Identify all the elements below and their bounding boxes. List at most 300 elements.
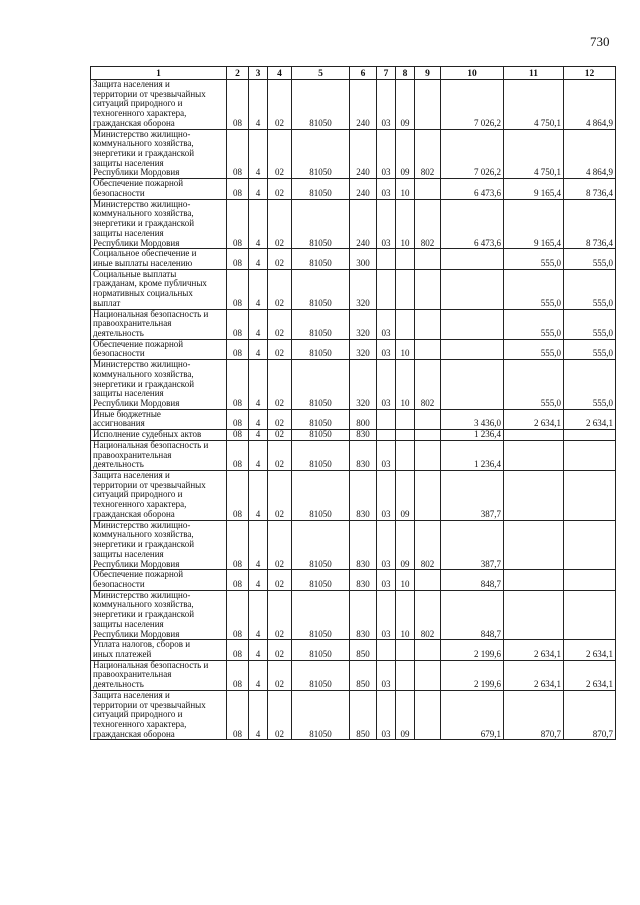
cell-col-4: 02: [268, 249, 292, 269]
row-name-line: Уплата налогов, сборов и: [93, 639, 191, 650]
cell-col-8: [396, 430, 415, 441]
cell-col-8: [396, 640, 415, 660]
header-cell: 6: [350, 67, 377, 80]
cell-col-11: 9 165,4: [504, 179, 564, 199]
row-name-cell: [91, 690, 227, 740]
cell-col-8: [396, 440, 415, 470]
cell-col-10: 2 199,6: [441, 660, 504, 690]
cell-col-6: 320: [350, 339, 377, 359]
row-name-line: Иные бюджетные: [93, 409, 161, 419]
row-name-line: Обеспечение пожарной: [93, 569, 184, 580]
cell-col-7: 03: [377, 690, 396, 740]
header-cell: 3: [249, 67, 268, 80]
cell-col-4: 02: [268, 440, 292, 470]
cell-col-8: [396, 660, 415, 690]
row-name-line: Национальная безопасность и: [93, 309, 209, 319]
cell-col-12: 8 736,4: [564, 179, 616, 199]
header-cell: 4: [268, 67, 292, 80]
cell-col-4: 02: [268, 640, 292, 660]
cell-col-2: 08: [227, 440, 249, 470]
cell-col-10: [441, 309, 504, 339]
cell-col-11: 870,7: [504, 690, 564, 740]
row-name-line: гражданская оборона: [93, 117, 175, 128]
cell-col-6: 850: [350, 660, 377, 690]
row-name-line: коммунального хозяйства,: [93, 138, 194, 149]
table-row: [91, 179, 616, 199]
cell-col-5: 81050: [292, 249, 350, 269]
row-name-cell: [91, 570, 227, 590]
cell-col-10: 7 026,2: [441, 80, 504, 130]
cell-col-5: 81050: [292, 590, 350, 640]
table-row: [91, 690, 616, 740]
cell-col-4: 02: [268, 590, 292, 640]
cell-col-3: 4: [249, 179, 268, 199]
row-name-cell: [91, 640, 227, 660]
row-name-line: энергетики и гражданской: [93, 609, 195, 620]
cell-col-11: 4 750,1: [504, 129, 564, 179]
cell-col-9: [415, 309, 441, 339]
row-name-line: защиты населения: [93, 618, 164, 629]
table-row: [91, 660, 616, 690]
cell-col-7: 03: [377, 520, 396, 570]
cell-col-4: 02: [268, 471, 292, 521]
cell-col-9: [415, 570, 441, 590]
cell-col-6: 800: [350, 409, 377, 429]
cell-col-12: 2 634,1: [564, 660, 616, 690]
cell-col-12: 555,0: [564, 309, 616, 339]
cell-col-10: 2 199,6: [441, 640, 504, 660]
cell-col-6: 320: [350, 309, 377, 339]
cell-col-9: 802: [415, 129, 441, 179]
table-row: [91, 471, 616, 521]
row-name-line: безопасности: [93, 578, 145, 589]
row-name-line: коммунального хозяйства,: [93, 529, 194, 540]
cell-col-10: 848,7: [441, 590, 504, 640]
cell-col-11: 555,0: [504, 269, 564, 309]
cell-col-5: 81050: [292, 440, 350, 470]
cell-col-4: 02: [268, 570, 292, 590]
cell-col-10: [441, 249, 504, 269]
cell-col-10: 3 436,0: [441, 409, 504, 429]
row-name-line: энергетики и гражданской: [93, 539, 195, 550]
cell-col-9: [415, 409, 441, 429]
cell-col-3: 4: [249, 199, 268, 249]
cell-col-4: 02: [268, 409, 292, 429]
cell-col-7: [377, 409, 396, 429]
row-name-line: защиты населения: [93, 548, 164, 559]
table-row: [91, 269, 616, 309]
cell-col-10: 387,7: [441, 520, 504, 570]
cell-col-3: 4: [249, 269, 268, 309]
row-name-line: ситуаций природного и: [93, 709, 183, 720]
cell-col-7: 03: [377, 471, 396, 521]
cell-col-10: 387,7: [441, 471, 504, 521]
header-cell: 12: [564, 67, 616, 80]
row-name-line: Социальное обеспечение и: [93, 248, 197, 259]
row-name-line: гражданам, кроме публичных: [93, 278, 207, 289]
cell-col-6: 240: [350, 129, 377, 179]
cell-col-11: [504, 440, 564, 470]
cell-col-12: 4 864,9: [564, 80, 616, 130]
row-name-line: Республики Мордовия: [93, 558, 180, 569]
cell-col-8: [396, 309, 415, 339]
cell-col-2: 08: [227, 309, 249, 339]
cell-col-4: 02: [268, 269, 292, 309]
cell-col-3: 4: [249, 471, 268, 521]
cell-col-2: 08: [227, 249, 249, 269]
cell-col-4: 02: [268, 360, 292, 410]
cell-col-8: 10: [396, 590, 415, 640]
cell-col-4: 02: [268, 430, 292, 441]
row-name-line: территории от чрезвычайных: [93, 699, 206, 710]
row-name-cell: [91, 409, 227, 429]
header-cell: 10: [441, 67, 504, 80]
cell-col-6: 240: [350, 199, 377, 249]
row-name-line: деятельность: [93, 679, 144, 690]
cell-col-3: 4: [249, 249, 268, 269]
row-name-cell: [91, 660, 227, 690]
cell-col-5: 81050: [292, 360, 350, 410]
cell-col-3: 4: [249, 660, 268, 690]
row-name-line: гражданская оборона: [93, 728, 175, 739]
cell-col-7: [377, 430, 396, 441]
row-name-cell: [91, 249, 227, 269]
cell-col-11: 555,0: [504, 360, 564, 410]
cell-col-4: 02: [268, 339, 292, 359]
cell-col-5: 81050: [292, 409, 350, 429]
table-row: [91, 409, 616, 429]
header-cell: 9: [415, 67, 441, 80]
cell-col-11: 2 634,1: [504, 660, 564, 690]
cell-col-7: 03: [377, 199, 396, 249]
row-name-line: Защита населения и: [93, 470, 170, 481]
cell-col-12: [564, 430, 616, 441]
cell-col-10: 1 236,4: [441, 430, 504, 441]
row-name-cell: [91, 179, 227, 199]
cell-col-10: 1 236,4: [441, 440, 504, 470]
cell-col-2: 08: [227, 430, 249, 441]
header-cell: 7: [377, 67, 396, 80]
row-name-line: правоохранительная: [93, 449, 172, 460]
row-name-line: Республики Мордовия: [93, 628, 180, 639]
row-name-cell: [91, 520, 227, 570]
cell-col-8: 10: [396, 360, 415, 410]
row-name-line: коммунального хозяйства,: [93, 368, 194, 379]
cell-col-3: 4: [249, 520, 268, 570]
cell-col-8: 10: [396, 339, 415, 359]
cell-col-10: 848,7: [441, 570, 504, 590]
row-name-line: энергетики и гражданской: [93, 378, 195, 389]
cell-col-8: [396, 269, 415, 309]
row-name-cell: [91, 80, 227, 130]
cell-col-8: 09: [396, 471, 415, 521]
row-name-line: ситуаций природного и: [93, 98, 183, 109]
cell-col-9: 802: [415, 360, 441, 410]
cell-col-3: 4: [249, 590, 268, 640]
row-name-line: территории от чрезвычайных: [93, 88, 206, 99]
table-row: [91, 129, 616, 179]
cell-col-5: 81050: [292, 80, 350, 130]
row-name-line: энергетики и гражданской: [93, 148, 195, 159]
cell-col-11: 555,0: [504, 309, 564, 339]
cell-col-9: [415, 80, 441, 130]
cell-col-6: 830: [350, 440, 377, 470]
table-row: [91, 199, 616, 249]
row-name-line: ассигнования: [93, 418, 145, 429]
row-name-line: Республики Мордовия: [93, 398, 180, 408]
row-name-line: защиты населения: [93, 227, 164, 238]
cell-col-5: 81050: [292, 660, 350, 690]
table-row: [91, 570, 616, 590]
table-row: [91, 360, 616, 410]
table-row: [91, 80, 616, 130]
cell-col-12: [564, 440, 616, 470]
row-name-line: безопасности: [93, 187, 145, 198]
cell-col-12: 870,7: [564, 690, 616, 740]
cell-col-7: 03: [377, 660, 396, 690]
cell-col-5: 81050: [292, 640, 350, 660]
row-name-line: Защита населения и: [93, 690, 170, 700]
row-name-line: коммунального хозяйства,: [93, 208, 194, 219]
cell-col-12: 2 634,1: [564, 640, 616, 660]
row-name-cell: [91, 430, 227, 441]
cell-col-3: 4: [249, 339, 268, 359]
cell-col-7: 03: [377, 179, 396, 199]
cell-col-12: 8 736,4: [564, 199, 616, 249]
cell-col-5: 81050: [292, 520, 350, 570]
cell-col-12: [564, 590, 616, 640]
cell-col-4: 02: [268, 179, 292, 199]
row-name-line: защиты населения: [93, 157, 164, 168]
cell-col-8: 09: [396, 690, 415, 740]
cell-col-12: 555,0: [564, 269, 616, 309]
cell-col-6: 830: [350, 590, 377, 640]
row-name-cell: [91, 129, 227, 179]
row-name-cell: [91, 360, 227, 410]
cell-col-10: 7 026,2: [441, 129, 504, 179]
cell-col-12: [564, 520, 616, 570]
cell-col-9: [415, 179, 441, 199]
cell-col-4: 02: [268, 520, 292, 570]
cell-col-10: 679,1: [441, 690, 504, 740]
cell-col-2: 08: [227, 520, 249, 570]
cell-col-4: 02: [268, 199, 292, 249]
cell-col-11: 555,0: [504, 339, 564, 359]
cell-col-6: 850: [350, 640, 377, 660]
cell-col-2: 08: [227, 339, 249, 359]
cell-col-7: [377, 640, 396, 660]
cell-col-5: 81050: [292, 129, 350, 179]
cell-col-6: 830: [350, 430, 377, 441]
header-cell: 11: [504, 67, 564, 80]
cell-col-5: 81050: [292, 199, 350, 249]
cell-col-11: 555,0: [504, 249, 564, 269]
table-row: [91, 440, 616, 470]
row-name-line: Республики Мордовия: [93, 237, 180, 248]
cell-col-2: 08: [227, 129, 249, 179]
row-name-cell: [91, 471, 227, 521]
cell-col-9: [415, 471, 441, 521]
cell-col-2: 08: [227, 690, 249, 740]
row-name-line: Обеспечение пожарной: [93, 178, 184, 189]
row-name-line: Министерство жилищно-: [93, 520, 191, 530]
cell-col-6: 320: [350, 360, 377, 410]
cell-col-11: 2 634,1: [504, 409, 564, 429]
row-name-line: техногенного характера,: [93, 108, 187, 119]
table-row: [91, 249, 616, 269]
table-row: [91, 309, 616, 339]
cell-col-6: 850: [350, 690, 377, 740]
cell-col-11: 2 634,1: [504, 640, 564, 660]
cell-col-2: 08: [227, 640, 249, 660]
row-name-line: гражданская оборона: [93, 508, 175, 519]
cell-col-5: 81050: [292, 570, 350, 590]
cell-col-3: 4: [249, 640, 268, 660]
cell-col-11: [504, 430, 564, 441]
cell-col-9: [415, 339, 441, 359]
header-row: [91, 67, 616, 80]
cell-col-9: [415, 249, 441, 269]
cell-col-7: 03: [377, 570, 396, 590]
cell-col-4: 02: [268, 660, 292, 690]
cell-col-9: [415, 690, 441, 740]
cell-col-4: 02: [268, 129, 292, 179]
cell-col-7: 03: [377, 80, 396, 130]
table-body: [91, 80, 616, 740]
cell-col-5: 81050: [292, 430, 350, 441]
row-name-line: деятельность: [93, 327, 144, 338]
cell-col-5: 81050: [292, 690, 350, 740]
cell-col-2: 08: [227, 409, 249, 429]
cell-col-5: 81050: [292, 269, 350, 309]
cell-col-11: [504, 570, 564, 590]
cell-col-5: 81050: [292, 471, 350, 521]
cell-col-2: 08: [227, 179, 249, 199]
cell-col-12: 555,0: [564, 360, 616, 410]
cell-col-8: 10: [396, 199, 415, 249]
header-cell: 1: [91, 67, 227, 80]
cell-col-11: [504, 520, 564, 570]
row-name-line: энергетики и гражданской: [93, 218, 195, 229]
cell-col-8: 09: [396, 80, 415, 130]
row-name-line: Министерство жилищно-: [93, 590, 191, 600]
cell-col-6: 830: [350, 520, 377, 570]
header-cell: 5: [292, 67, 350, 80]
header-cell: 2: [227, 67, 249, 80]
cell-col-10: 6 473,6: [441, 199, 504, 249]
cell-col-3: 4: [249, 430, 268, 441]
cell-col-12: [564, 471, 616, 521]
cell-col-3: 4: [249, 409, 268, 429]
cell-col-7: [377, 269, 396, 309]
row-name-line: техногенного характера,: [93, 719, 187, 729]
table-row: [91, 339, 616, 359]
cell-col-10: 6 473,6: [441, 179, 504, 199]
row-name-cell: [91, 440, 227, 470]
cell-col-2: 08: [227, 360, 249, 410]
cell-col-9: 802: [415, 199, 441, 249]
cell-col-3: 4: [249, 570, 268, 590]
header-cell: 8: [396, 67, 415, 80]
cell-col-10: [441, 360, 504, 410]
cell-col-8: 10: [396, 179, 415, 199]
table-row: [91, 590, 616, 640]
cell-col-11: [504, 471, 564, 521]
cell-col-6: 300: [350, 249, 377, 269]
cell-col-7: 03: [377, 590, 396, 640]
cell-col-9: [415, 269, 441, 309]
cell-col-8: 09: [396, 520, 415, 570]
row-name-line: коммунального хозяйства,: [93, 599, 194, 610]
cell-col-3: 4: [249, 129, 268, 179]
cell-col-2: 08: [227, 269, 249, 309]
row-name-cell: [91, 269, 227, 309]
row-name-line: Министерство жилищно-: [93, 199, 191, 209]
cell-col-8: [396, 409, 415, 429]
row-name-line: Министерство жилищно-: [93, 129, 191, 139]
cell-col-3: 4: [249, 440, 268, 470]
cell-col-4: 02: [268, 309, 292, 339]
row-name-line: иных платежей: [93, 648, 152, 659]
cell-col-12: 555,0: [564, 339, 616, 359]
cell-col-10: [441, 339, 504, 359]
table-row: [91, 640, 616, 660]
row-name-cell: [91, 339, 227, 359]
row-name-line: Защита населения и: [93, 79, 170, 89]
cell-col-12: 555,0: [564, 249, 616, 269]
row-name-line: Национальная безопасность и: [93, 660, 209, 670]
cell-col-9: [415, 430, 441, 441]
cell-col-2: 08: [227, 199, 249, 249]
cell-col-5: 81050: [292, 309, 350, 339]
cell-col-2: 08: [227, 590, 249, 640]
cell-col-2: 08: [227, 80, 249, 130]
row-name-cell: [91, 590, 227, 640]
cell-col-9: [415, 440, 441, 470]
cell-col-3: 4: [249, 80, 268, 130]
cell-col-9: [415, 660, 441, 690]
cell-col-6: 830: [350, 570, 377, 590]
cell-col-7: [377, 249, 396, 269]
cell-col-8: 10: [396, 570, 415, 590]
row-name-line: техногенного характера,: [93, 499, 187, 510]
row-name-line: иные выплаты населению: [93, 257, 193, 268]
row-name-line: деятельность: [93, 459, 144, 470]
row-name-line: правоохранительная: [93, 669, 172, 680]
row-name-line: нормативных социальных: [93, 288, 193, 299]
cell-col-6: 830: [350, 471, 377, 521]
cell-col-7: 03: [377, 440, 396, 470]
row-name-cell: [91, 199, 227, 249]
cell-col-7: 03: [377, 129, 396, 179]
cell-col-7: 03: [377, 309, 396, 339]
cell-col-2: 08: [227, 660, 249, 690]
cell-col-2: 08: [227, 570, 249, 590]
cell-col-12: 4 864,9: [564, 129, 616, 179]
cell-col-3: 4: [249, 309, 268, 339]
row-name-cell: [91, 309, 227, 339]
cell-col-6: 240: [350, 179, 377, 199]
row-name-line: безопасности: [93, 348, 145, 359]
row-name-line: Национальная безопасность и: [93, 440, 209, 450]
budget-table: [90, 66, 616, 740]
cell-col-3: 4: [249, 690, 268, 740]
cell-col-9: [415, 640, 441, 660]
cell-col-9: 802: [415, 520, 441, 570]
row-name-line: правоохранительная: [93, 318, 172, 329]
cell-col-9: 802: [415, 590, 441, 640]
row-name-line: территории от чрезвычайных: [93, 479, 206, 490]
